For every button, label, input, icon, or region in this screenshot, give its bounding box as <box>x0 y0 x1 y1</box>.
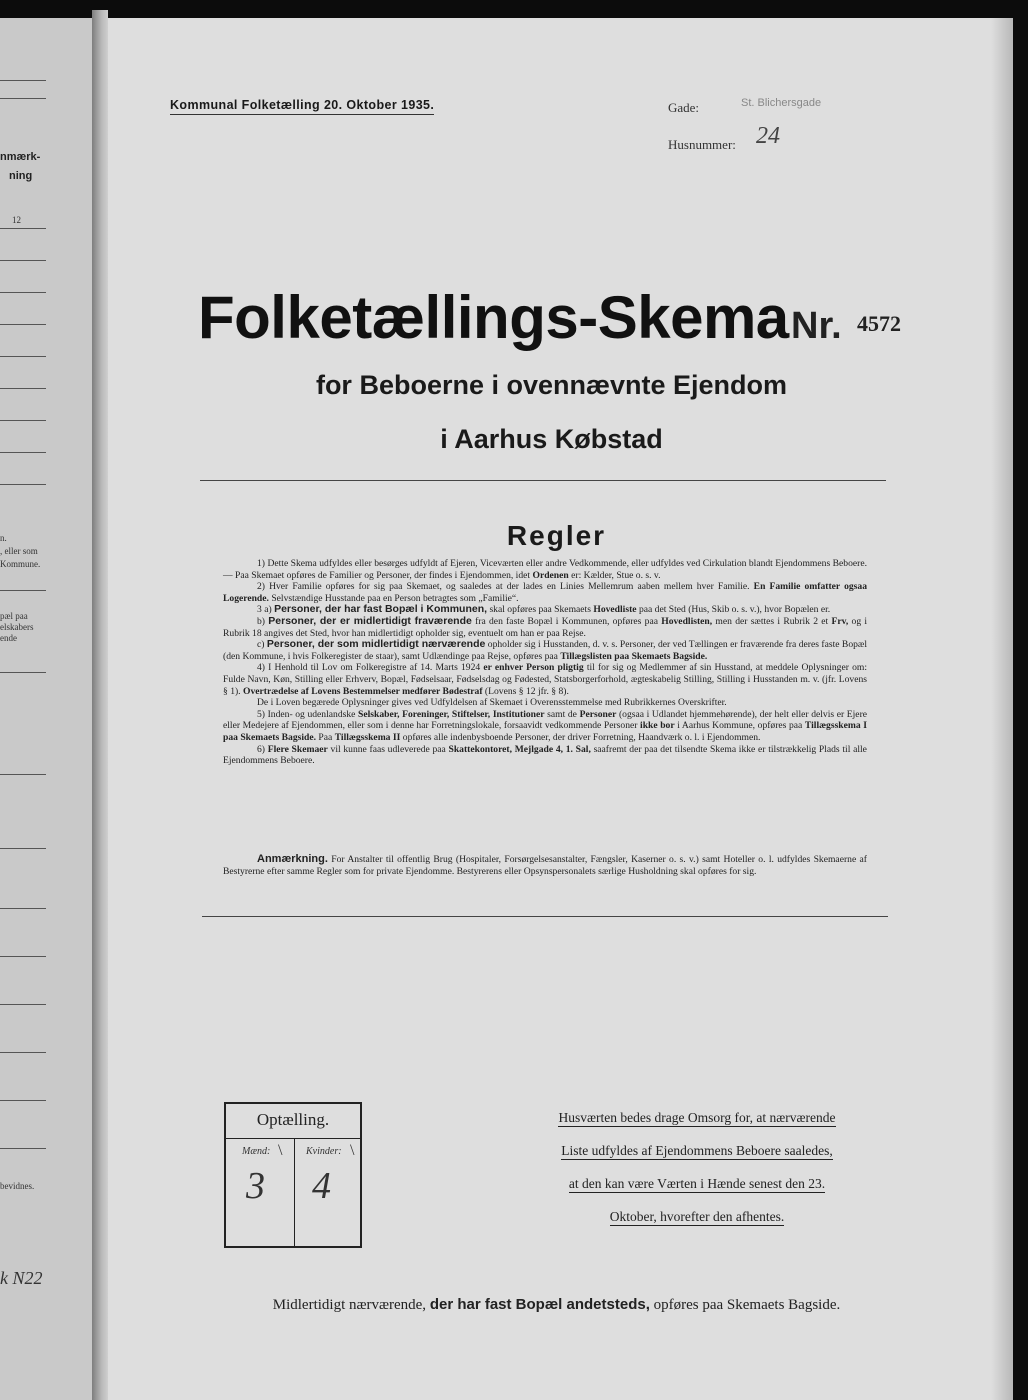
ruled-line <box>0 1100 46 1101</box>
ruled-line <box>0 292 46 293</box>
page-edge <box>991 18 1013 1400</box>
rule-2: 2) Hver Familie opføres for sig paa Skemaet, og saaledes at der lades en Linies Mellemrum aaben mellem hver Familie. En Familie omfatter ogsaa Logerende. Selvstændige Husstande paa en Person betragtes som „Familie“. <box>223 581 867 604</box>
husnummer-label: Husnummer: <box>668 137 736 152</box>
rule-4-note: De i Loven begærede Oplysninger gives ved Udfyldelsen af Skemaet i Overensstemmelse med Rubrikkernes Overskrifter. <box>257 697 727 709</box>
ruled-line <box>0 1052 46 1053</box>
rule-3c: c) Personer, der som midlertidigt nærværende opholder sig i Husstanden, d. v. s. Personer, der ved Tællingen er fraværende fra deres faste Bopæl (den Kommune, i hvis Folkeregister de staar), samt Udlændinge paa Rejse, opføres paa Tillægslisten paa Skemaets Bagside. <box>223 638 867 662</box>
women-label: Kvinder: <box>306 1146 342 1157</box>
count-box <box>224 1102 362 1248</box>
count-title: Optælling. <box>256 1110 330 1129</box>
count-divider <box>294 1138 295 1248</box>
rule-4: 4) I Henhold til Lov om Folkeregistre af 14. Marts 1924 er enhver Person pligtig til for sig og Medlemmer af sin Husstand, at meddele Oplysninger om: Fulde Navn, Køn, Stilling eller Erhverv, Bopæl, Fødselsaar, Fødselsdag og Fødested, Statsborgerforhold, ægteskabelig Stilling, Stilling i Husstanden m. v. (jfr. Lovens § 1). Overtrædelse af Lovens Bestemmelser medfører Bødestraf (Lovens § 12 jfr. § 8). <box>223 662 867 697</box>
ruled-line <box>0 672 46 673</box>
left-text: ende <box>0 633 17 643</box>
rule-3a: 3 a) Personer, der har fast Bopæl i Kommunen, skal opføres paa Skemaets Hovedliste paa det Sted (Hus, Skib o. s. v.), hvor Bopælen er. <box>257 603 831 616</box>
left-text: Kommune. <box>0 559 41 569</box>
subtitle-line-1: for Beboerne i ovennævnte Ejendom <box>315 370 788 400</box>
remark-section <box>223 854 867 877</box>
gade-label: Gade: <box>668 100 700 115</box>
footer-note: Midlertidigt nærværende, der har fast Bopæl andetsteds, opføres paa Skemaets Bagside. <box>272 1296 841 1313</box>
notice-line: Oktober, hvorefter den afhentes. <box>609 1209 785 1224</box>
ruled-line <box>0 452 46 453</box>
rules-text <box>223 558 867 767</box>
ruled-line <box>0 98 46 99</box>
nr-label: Nr. <box>791 305 842 347</box>
ruled-line <box>0 956 46 957</box>
ruled-line <box>0 590 46 591</box>
divider <box>200 480 886 481</box>
rule-3b: b) Personer, der er midlertidigt fraværende fra den faste Bopæl i Kommunen, opføres paa Hovedlisten, men der sættes i Rubrik 2 et Frv, og i Rubrik 18 angives det Sted, hvor han midlertidigt opholder sig, eventuelt om han er paa Rejse. <box>223 614 868 639</box>
column-number: 12 <box>12 215 21 225</box>
rule-6: 6) Flere Skemaer vil kunne faas udleverede paa Skattekontoret, Mejlgade 4, 1. Sal, saafremt der paa det tilsendte Skema ikke er tilstrækkelig Plads til alle Ejendommens Beboere. <box>223 743 867 767</box>
left-text: n. <box>0 533 7 543</box>
men-count: 3 <box>246 1165 265 1207</box>
count-divider <box>226 1138 360 1139</box>
census-form-page <box>108 18 1013 1400</box>
check-mark: \ <box>278 1142 283 1159</box>
notice-line: Husværten bedes drage Omsorg for, at nærværende <box>558 1110 836 1125</box>
left-text: pæl paa <box>0 611 28 621</box>
men-label: Mænd: <box>242 1146 271 1157</box>
adjacent-page <box>0 18 94 1400</box>
remark-label: Anmærkning. <box>257 853 328 865</box>
ruled-line <box>0 774 46 775</box>
ruled-line <box>0 388 46 389</box>
rules-heading: Regler <box>506 520 607 551</box>
book-gutter <box>92 10 108 1400</box>
landlord-notice <box>532 1108 862 1240</box>
subtitle-line-2: i Aarhus Købstad <box>440 424 663 454</box>
rule-5: 5) Inden- og udenlandske Selskaber, Foreninger, Stiftelser, Institutioner samt de Personer (ogsaa i Udlandet hjemmehørende), der helt eller delvis er Ejere eller Medejere af Ejendommen, eller som i denne har Forretningslokale, forsaavidt vedkommende Personer ikke bor i Aarhus Kommune, opføres paa Tillægsskema I paa Skemaets Bagside. Paa Tillægsskema II opføres alle indenbysboende Personer, der driver Forretning, Haandværk o. l. i Ejendommen. <box>223 708 868 743</box>
left-text: bevidnes. <box>0 1181 35 1191</box>
notice-line: at den kan være Værten i Hænde senest den 23. <box>568 1176 826 1191</box>
gade-value: St. Blichersgade <box>741 97 822 109</box>
husnummer-value: 24 <box>756 123 780 149</box>
ruled-line <box>0 420 46 421</box>
notice-line: Liste udfyldes af Ejendommens Beboere saaledes, <box>561 1143 833 1158</box>
remark-text: For Anstalter til offentlig Brug (Hospitaler, Forsørgelsesanstalter, Fængsler, Kaserner o. s. v.) samt Hoteller o. l. udfyldes Skemaerne af Bestyrerne efter samme Regler som for private Ejendomme. Bestyrerens eller Opsynspersonalets særlige Husholdning skal opføres for sig. <box>223 854 867 877</box>
rule-1: 1) Dette Skema udfyldes eller besørges udfyldt af Ejeren, Viceværten eller andre Vedkommende, eller udfyldes ved Cirkulation blandt Ejendommens Beboere. — Paa Skemaet opføres de Familier og Personer, der findes i Ejendommen, idet Ordenen er: Kælder, Stue o. s. v. <box>223 558 867 581</box>
left-text: , eller som <box>0 546 38 556</box>
women-count: 4 <box>312 1165 331 1207</box>
check-mark: \ <box>350 1142 355 1159</box>
census-line: Kommunal Folketælling 20. Oktober 1935. <box>170 98 434 115</box>
left-text: elskabers <box>0 622 34 632</box>
ruled-line <box>0 80 46 81</box>
handwritten-note: k N22 <box>0 1268 43 1288</box>
ruled-line <box>0 1148 46 1149</box>
ruled-line <box>0 848 46 849</box>
ruled-line <box>0 484 46 485</box>
ruled-line <box>0 908 46 909</box>
ruled-line <box>0 356 46 357</box>
page-title: Folketællings-Skema <box>198 284 789 351</box>
ruled-line <box>0 1004 46 1005</box>
ruled-line <box>0 324 46 325</box>
ruled-line <box>0 228 46 229</box>
divider <box>202 916 888 917</box>
form-number: 4572 <box>857 311 901 336</box>
remarks-heading: nmærk- ning <box>0 151 41 182</box>
ruled-line <box>0 260 46 261</box>
